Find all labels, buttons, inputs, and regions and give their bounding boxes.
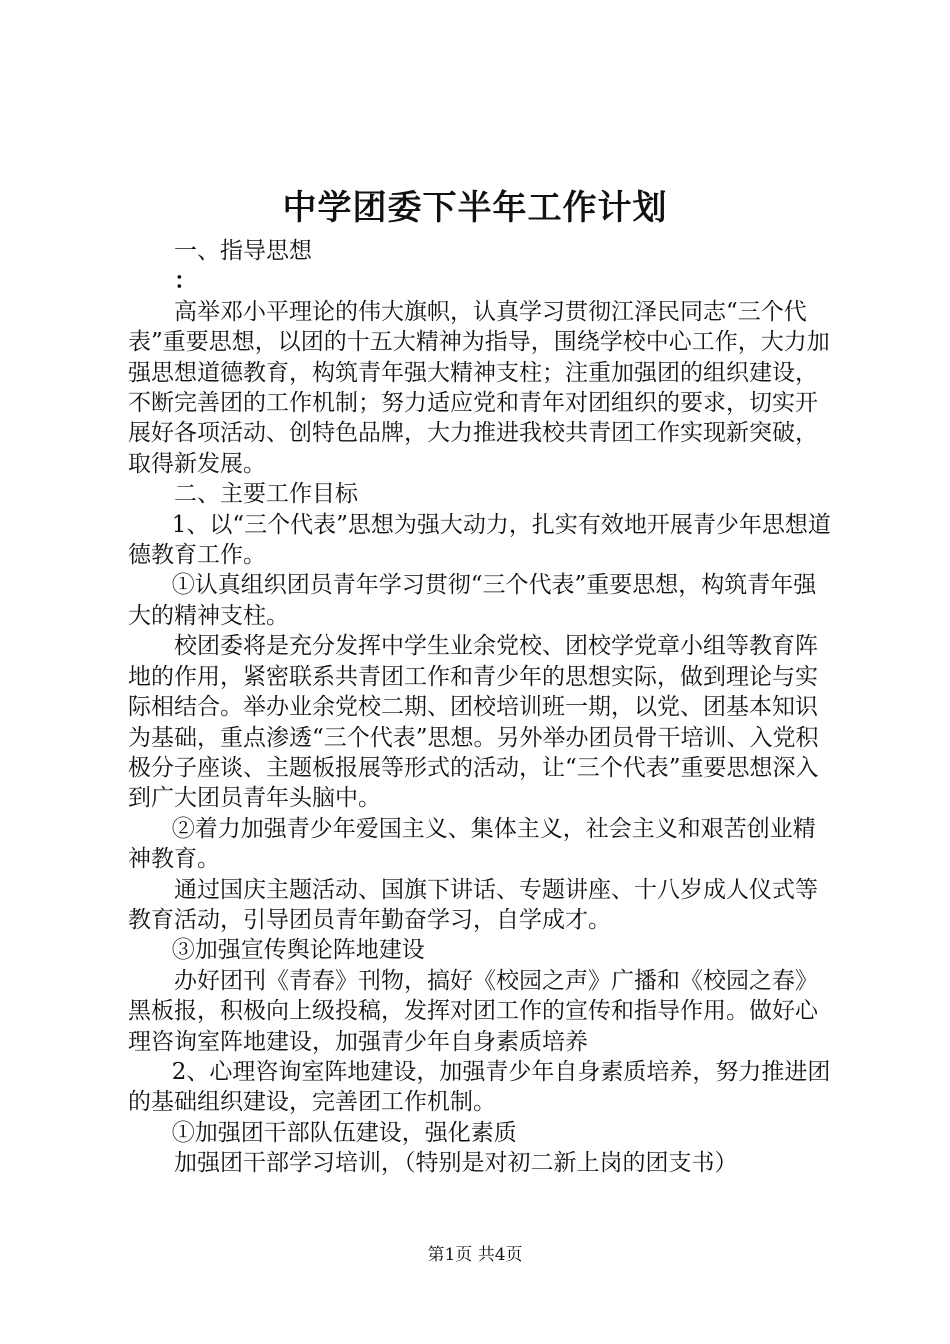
paragraph: 高举邓小平理论的伟大旗帜，认真学习贯彻江泽民同志“三个代表”重要思想，以团的十五大精神为指导，围绕学校中心工作，大力加强思想道德教育，构筑青年强大精神支柱；注重加强团的组织建设，不断完善团的工作机制；努力适应党和青年对团组织的要求，切实开展好各项活动、创特色品牌，大力推进我校共青团工作实现新突破，取得新发展。: [128, 298, 830, 477]
page-footer: 第1页 共4页: [427, 1245, 523, 1265]
paragraph: 1、以“三个代表”思想为强大动力，扎实有效地开展青少年思想道德教育工作。: [128, 511, 831, 569]
paragraph: ②着力加强青少年爱国主义、集体主义，社会主义和艰苦创业精神教育。: [128, 815, 816, 873]
paragraph: ①加强团干部队伍建设，强化素质: [171, 1119, 517, 1146]
section-heading: 二、主要工作目标: [174, 481, 358, 508]
document-title: 中学团委下半年工作计划: [282, 188, 668, 228]
document-body: [128, 236, 838, 1179]
paragraph: 校团委将是充分发挥中学生业余党校、团校学党章小组等教育阵地的作用，紧密联系共青团工作和青少年的思想实际，做到理论与实际相结合。举办业余党校二期、团校培训班一期，以党、团基本知识为基础，重点渗透“三个代表”思想。另外举办团员骨干培训、入党积极分子座谈、主题板报展等形式的活动，让“三个代表”重要思想深入到广大团员青年头脑中。: [128, 633, 819, 812]
paragraph: 加强团干部学习培训，（特别是对初二新上岗的团支书）: [174, 1150, 738, 1177]
section-heading: 一、指导思想: [174, 238, 312, 264]
colon-line: ：: [174, 267, 197, 295]
paragraph: 办好团刊《青春》刊物，搞好《校园之声》广播和《校园之春》黑板报，积极向上级投稿，发挥对团工作的宣传和指导作用。做好心理咨询室阵地建设，加强青少年自身素质培养: [128, 967, 818, 1055]
paragraph: ③加强宣传舆论阵地建设: [171, 937, 425, 964]
paragraph: 2、心理咨询室阵地建设，加强青少年自身素质培养，努力推进团的基础组织建设，完善团工作机制。: [128, 1058, 831, 1116]
paragraph: 通过国庆主题活动、国旗下讲话、专题讲座、十八岁成人仪式等教育活动，引导团员青年勤奋学习，自学成才。: [128, 876, 818, 933]
paragraph: ①认真组织团员青年学习贯彻“三个代表”重要思想，构筑青年强大的精神支柱。: [128, 572, 817, 629]
